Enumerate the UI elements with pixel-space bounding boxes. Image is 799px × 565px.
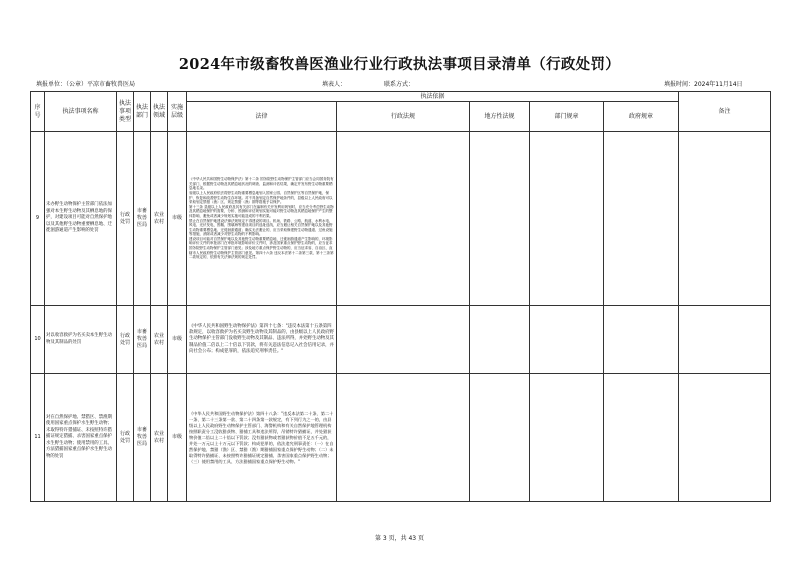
row-rule — [530, 374, 604, 502]
header-note: 备注 — [679, 92, 771, 132]
row-regulation — [337, 132, 470, 306]
row-regulation — [337, 374, 470, 502]
row-field: 农业农村 — [151, 306, 168, 374]
row-gov — [604, 132, 679, 306]
page-title: 2024年市级畜牧兽医渔业行业行政执法事项目录清单（行政处罚） — [178, 56, 621, 73]
header-type: 执法事项类型 — [117, 92, 134, 132]
row-level: 市级 — [168, 374, 187, 502]
row-regulation — [337, 306, 470, 374]
row-note — [679, 306, 771, 374]
row-seq: 9 — [31, 132, 45, 306]
row-dept: 市畜牧兽医局 — [134, 132, 151, 306]
table-row — [31, 132, 771, 306]
enforcement-table — [30, 91, 771, 502]
row-seq: 11 — [31, 374, 45, 502]
header-gov: 政府规章 — [604, 102, 679, 132]
row-field: 农业农村 — [151, 132, 168, 306]
row-level: 市级 — [168, 306, 187, 374]
row-level: 市级 — [168, 132, 187, 306]
row-type: 行政处罚 — [117, 374, 134, 502]
table-row — [31, 306, 771, 374]
row-seq: 10 — [31, 306, 45, 374]
page-number: 第 3 页，共 43 页 — [374, 535, 425, 542]
row-dept: 市畜牧兽医局 — [134, 306, 151, 374]
row-type: 行政处罚 — [117, 132, 134, 306]
header-field: 执法领域 — [151, 92, 168, 132]
header-regulation: 行政法规 — [337, 102, 470, 132]
row-law: 《中华人民共和国野生动物保护法》第四十七条："违反本法第十五条第四款规定，以收容救护为名买卖野生动物及其制品的，由县级以上人民政府野生动物保护主管部门没收野生动物及其制品、违法所得，并处野生动物及其制品价值二倍以上二十倍以下罚款，将有关违法信息记入社会信用记录，并向社会公布；构成犯罪的，依法追究刑事责任。" — [187, 306, 337, 374]
row-type: 行政处罚 — [117, 306, 134, 374]
row-note — [679, 132, 771, 306]
header-local: 地方性法规 — [470, 102, 530, 132]
row-rule — [530, 132, 604, 306]
header-name: 执法事项名称 — [45, 92, 117, 132]
row-gov — [604, 306, 679, 374]
header-level: 实施层级 — [168, 92, 187, 132]
row-field: 农业农村 — [151, 374, 168, 502]
filling-unit: 填报单位：（公章）平凉市畜牧兽医局 — [36, 81, 136, 88]
row-note — [679, 374, 771, 502]
row-law: 《中华人民共和国野生动物保护法》第四十八条："违反本法第二十条、第二十一条、第二十三条第一款、第二十四条第一款规定，有下列行为之一的，由县级以上人民政府野生动物保护主管部门、海警机构和有关自然保护地管理机构按照职责分工没收猎获物、猎捕工具和违法所得，吊销特许猎捕证，并处猎获物价值二倍以上二十倍以下罚款；没有猎获物或者猎获物价值不足五千元的，并处一万元以上十万元以下罚款；构成犯罪的，依法追究刑事责任：（一）在自然保护地、禁猎（渔）区、禁猎（渔）期猎捕国家重点保护野生动物；（二）未取得特许猎捕证、未按照特许猎捕证规定猎捕、杀害国家重点保护野生动物；（三）使用禁用的工具、方法猎捕国家重点保护野生动物。" — [187, 374, 337, 502]
filling-date: 填报时间：2024年11月14日 — [664, 81, 743, 88]
row-rule — [530, 306, 604, 374]
row-local — [470, 374, 530, 502]
row-local — [470, 132, 530, 306]
row-name: 对以收容救护为名买卖本生野生动物及其制品的处罚 — [45, 306, 117, 374]
row-gov — [604, 374, 679, 502]
header-dept: 执法部门 — [134, 92, 151, 132]
header-basis: 执法依据 — [187, 92, 679, 102]
filler-field: 填表人： — [322, 81, 347, 88]
header-law: 法律 — [187, 102, 337, 132]
row-name: 未办野生动物保护主管部门依法加强对本生野生动物及其栖息地的保护，对建设项目可能对自然保护地以及其他野生动物重要栖息地、迁徙洄游通道产生影响的处罚 — [45, 132, 117, 306]
header-seq: 序号 — [31, 92, 45, 132]
table-row — [31, 374, 771, 502]
row-dept: 市畜牧兽医局 — [134, 374, 151, 502]
row-law: 《中华人民共和国野生动物保护法》第十二条 国务院野生动物保护主管部门应当会同国务院有关部门，根据野生动物及其栖息地状况的调查、监测和评估结果，确定并发布野生动物重要栖息地名录。 省级以上人民政府依法将野生动物重要栖息地划入国家公园、自然保护区等自然保护地，保护、恢复和改善野生动物生存环境。对不具备划定自然保护地条件的，县级以上人民政府可以采取划定禁猎（渔）区、规定禁猎（渔）期等措施予以保护。 第十三条 县级以上人民政府及其有关部门在编制有关开发利用规划时，应当充分考虑野生动物及其栖息地保护的需要，分析、预测和评估规划实施可能对野生动物及其栖息地保护产生的整体影响，避免或者减少规划实施可能造成的不利后果。 禁止在自然保护地建设法律法规规定不得建设的项目。机场、铁路、公路、航道、水利水电、风电、光伏发电、围堰、围填海等建设项目的选址选线，应当避让相关自然保护地以及其他野生动物重要栖息地、迁徙洄游通道；确实无法避让的，应当采取修建野生动物通道、过鱼设施等措施，消除或者减少对野生动物的不利影响。 建设项目可能对自然保护地以及其他野生动物重要栖息地、迁徙洄游通道产生影响的，环境影响评价文件的审批部门在审批环境影响评价文件时，涉及国家重点保护野生动物的，应当征求国务院野生动物保护主管部门意见；涉及地方重点保护野生动物的，应当征求省、自治区、直辖市人民政府野生动物保护主管部门意见。第四十六条 违反本法第十二条第三款、第十三条第二款规定的，依照有关法律法规的规定处罚。 — [187, 132, 337, 306]
header-rule: 部门规章 — [530, 102, 604, 132]
row-local — [470, 306, 530, 374]
row-name: 对在自然保护地、禁猎区、禁渔期使用国家重点保护水生野生动物；未取得特许猎捕证、未按照特许猎捕证规定猎捕、杀害国家重点保护水生野生动物；使用禁用的工具、方法猎捕国家重点保护水生野生动物的处罚 — [45, 374, 117, 502]
contact-field: 联系方式： — [384, 81, 415, 88]
